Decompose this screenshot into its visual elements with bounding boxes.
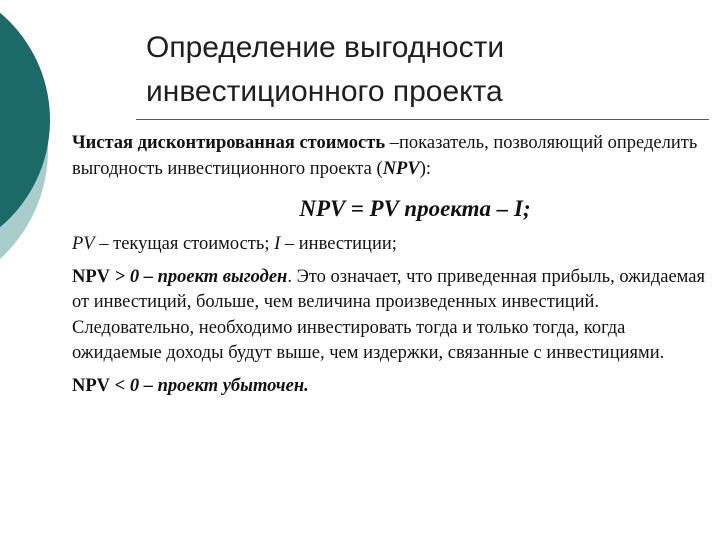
slide-body [72, 131, 712, 399]
legend-pv: PV [72, 234, 95, 254]
negative-condition: < 0 [110, 375, 140, 396]
definition-text-b: ): [419, 158, 431, 179]
formula-end: ; [522, 196, 531, 221]
negative-verdict: – проект убыточен. [139, 375, 309, 396]
formula-pv: PV [369, 196, 399, 221]
formula-eq: = [344, 196, 370, 221]
formula-mid: проекта – [398, 196, 515, 221]
legend-i-text: – инвестиции; [280, 234, 397, 254]
negative-npv-label: NPV [72, 375, 111, 396]
legend-line [72, 232, 712, 258]
decorative-circles [0, 0, 80, 300]
formula-i: I [514, 196, 523, 221]
formula-npv: NPV [299, 196, 345, 221]
positive-explanation: . Это означает, что приведенная прибыль, ожидаемая от инвестиций, больше, чем величина произведенных инвестиций. Следовательно, необходимо инвестировать тогда и только тогда, когда ожидаемые доходы будут выше, чем издержки, связанные с инвестициями. [72, 266, 705, 363]
title-line-1: Определение выгодности [146, 31, 505, 64]
legend-i: I [274, 234, 281, 254]
positive-npv-paragraph [72, 265, 712, 367]
positive-npv-label: NPV [72, 266, 111, 287]
positive-condition: > 0 [110, 266, 140, 287]
definition-term: Чистая дисконтированная стоимость [72, 133, 386, 153]
definition-paragraph [72, 131, 712, 182]
negative-npv-paragraph [72, 374, 712, 400]
title-line-2: инвестиционного проекта [146, 75, 503, 108]
title-divider [136, 119, 709, 120]
positive-verdict: – проект выгоден [139, 266, 288, 287]
definition-abbr: NPV [382, 158, 420, 179]
npv-formula [72, 194, 712, 224]
legend-pv-text: – текущая стоимость; [94, 234, 275, 254]
definition-text-a: –показатель, позволяющий определить выгодность инвестиционного проекта ( [72, 133, 698, 179]
slide-title [146, 26, 706, 114]
